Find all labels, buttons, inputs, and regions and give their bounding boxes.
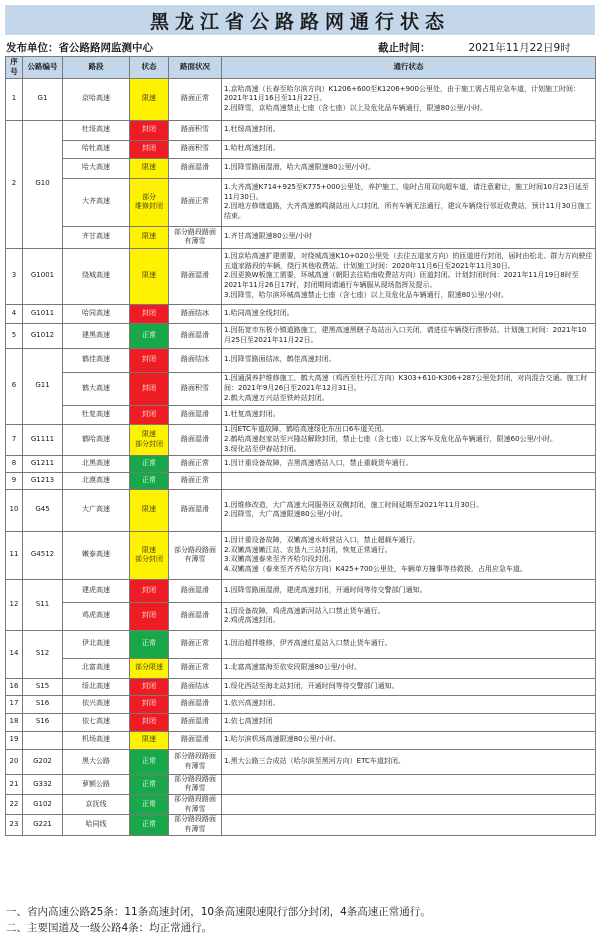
status-badge: 正常 bbox=[130, 323, 169, 348]
row-number: 4 bbox=[6, 304, 23, 323]
table-body bbox=[6, 78, 596, 835]
status-badge: 部分 维修封闭 bbox=[130, 178, 169, 226]
row-number: 10 bbox=[6, 489, 23, 531]
traffic-info bbox=[222, 472, 596, 489]
status-badge: 封闭 bbox=[130, 713, 169, 731]
table-row bbox=[6, 815, 596, 835]
section-name: 鹤哈高速 bbox=[63, 424, 130, 455]
traffic-info: 1.因降雪路面结冰，鹤佳高速封闭。 bbox=[222, 348, 596, 372]
road-code: S16 bbox=[23, 695, 63, 713]
status-badge: 限速 bbox=[130, 489, 169, 531]
status-badge: 限速 bbox=[130, 78, 169, 120]
section-name: 北黑高速 bbox=[63, 455, 130, 472]
status-badge: 限速 bbox=[130, 248, 169, 304]
road-code: G10 bbox=[23, 120, 63, 248]
road-condition: 路面结冰 bbox=[169, 348, 222, 372]
row-number: 12 bbox=[6, 579, 23, 630]
road-condition: 路面正常 bbox=[169, 78, 222, 120]
table-row bbox=[6, 731, 596, 749]
section-name: 哈大高速 bbox=[63, 158, 130, 178]
table-row bbox=[6, 678, 596, 695]
road-code: S12 bbox=[23, 630, 63, 678]
road-condition: 路面湿滑 bbox=[169, 424, 222, 455]
traffic-info: 1.大齐高速K714+925至K775+000公里处，养护施工，临时占用双向超车道，请注意避让，施工时间10月23日延至11月30日。 2.因地方修缮道路，大齐高速鹤鸣湖站出入口封闭，所有车辆无法通行，建议车辆绕行邻近收费站，预计11月30日施工结束。 bbox=[222, 178, 596, 226]
road-code: G1011 bbox=[23, 304, 63, 323]
section-name: 黑大公路 bbox=[63, 749, 130, 774]
road-condition: 路面积雪 bbox=[169, 140, 222, 158]
page-title: 黑龙江省公路路网通行状态 bbox=[5, 5, 595, 35]
road-code: G332 bbox=[23, 774, 63, 794]
row-number: 3 bbox=[6, 248, 23, 304]
section-name: 鸡虎高速 bbox=[63, 602, 130, 630]
traffic-info: 1.哈牡高速封闭。 bbox=[222, 140, 596, 158]
traffic-info: 1.牡绥高速封闭。 bbox=[222, 120, 596, 140]
section-name: 京哈高速 bbox=[63, 78, 130, 120]
section-name: 嫩泰高速 bbox=[63, 531, 130, 579]
section-name: 鹤大高速 bbox=[63, 372, 130, 405]
table-row bbox=[6, 489, 596, 531]
header-section: 路段 bbox=[63, 57, 130, 79]
row-number: 23 bbox=[6, 815, 23, 835]
traffic-info: 1.牡复高速封闭。 bbox=[222, 405, 596, 424]
section-name: 哈同高速 bbox=[63, 304, 130, 323]
section-name: 齐甘高速 bbox=[63, 226, 130, 248]
road-condition: 路面湿滑 bbox=[169, 405, 222, 424]
road-condition: 路面湿滑 bbox=[169, 489, 222, 531]
status-badge: 正常 bbox=[130, 795, 169, 815]
traffic-info bbox=[222, 795, 596, 815]
status-badge: 限速 bbox=[130, 226, 169, 248]
status-badge: 封闭 bbox=[130, 348, 169, 372]
publisher bbox=[6, 40, 153, 55]
road-code: G11 bbox=[23, 348, 63, 424]
table-row bbox=[6, 579, 596, 602]
status-badge: 正常 bbox=[130, 472, 169, 489]
row-number: 8 bbox=[6, 455, 23, 472]
table-row bbox=[6, 531, 596, 579]
road-code: G202 bbox=[23, 749, 63, 774]
status-badge: 封闭 bbox=[130, 405, 169, 424]
section-name: 萝额公路 bbox=[63, 774, 130, 794]
road-code: G1001 bbox=[23, 248, 63, 304]
road-condition: 部分路段路面 有薄雪 bbox=[169, 226, 222, 248]
road-code: G102 bbox=[23, 795, 63, 815]
status-badge: 封闭 bbox=[130, 120, 169, 140]
section-name: 牡复高速 bbox=[63, 405, 130, 424]
table-header-row bbox=[6, 57, 596, 79]
table-row bbox=[6, 248, 596, 304]
traffic-info: 1.因计重设备故障，吉黑高速塔站入口，禁止重载货车通行。 bbox=[222, 455, 596, 472]
traffic-info: 1.因治超拌维修，伊齐高速红星站入口禁止货车通行。 bbox=[222, 630, 596, 658]
table-row bbox=[6, 472, 596, 489]
summary-footer bbox=[6, 904, 431, 936]
section-name: 伊北高速 bbox=[63, 630, 130, 658]
table-row bbox=[6, 713, 596, 731]
road-code: G1 bbox=[23, 78, 63, 120]
table-row bbox=[6, 372, 596, 405]
table-row bbox=[6, 695, 596, 713]
row-number: 16 bbox=[6, 678, 23, 695]
row-number: 18 bbox=[6, 713, 23, 731]
road-code: S15 bbox=[23, 678, 63, 695]
road-condition: 部分路段路面 有薄雪 bbox=[169, 815, 222, 835]
section-name: 建黑高速 bbox=[63, 323, 130, 348]
road-condition: 部分路段路面 有薄雪 bbox=[169, 749, 222, 774]
row-number: 11 bbox=[6, 531, 23, 579]
section-name: 绕城高速 bbox=[63, 248, 130, 304]
table-row bbox=[6, 405, 596, 424]
table-row bbox=[6, 455, 596, 472]
road-condition: 部分路段路面 有薄雪 bbox=[169, 774, 222, 794]
table-row bbox=[6, 774, 596, 794]
row-number: 7 bbox=[6, 424, 23, 455]
summary-line-1: 一、省内高速公路25条：11条高速封闭，10条高速限速限行部分封闭，4条高速正常通行。 bbox=[6, 906, 431, 918]
summary-line-2: 二、主要国道及一级公路4条：均正常通行。 bbox=[6, 922, 213, 934]
section-name: 哈同线 bbox=[63, 815, 130, 835]
road-code: S11 bbox=[23, 579, 63, 630]
status-badge: 封闭 bbox=[130, 372, 169, 405]
road-code: G1111 bbox=[23, 424, 63, 455]
status-badge: 部分限速 bbox=[130, 658, 169, 678]
row-number: 2 bbox=[6, 120, 23, 248]
road-condition: 路面正常 bbox=[169, 630, 222, 658]
header-code: 公路编号 bbox=[23, 57, 63, 79]
table-row bbox=[6, 602, 596, 630]
table-row bbox=[6, 658, 596, 678]
traffic-info: 1.因维修改造，大广高速大同服务区双侧封闭，施工时间延期至2021年11月30日。 2.因降雪，大广高速限速80公里/小时。 bbox=[222, 489, 596, 531]
section-name: 鹤佳高速 bbox=[63, 348, 130, 372]
row-number: 9 bbox=[6, 472, 23, 489]
table-row bbox=[6, 424, 596, 455]
section-name: 依兴高速 bbox=[63, 695, 130, 713]
road-code: G4512 bbox=[23, 531, 63, 579]
status-badge: 限速 bbox=[130, 731, 169, 749]
table-row bbox=[6, 178, 596, 226]
road-code: G1213 bbox=[23, 472, 63, 489]
traffic-info bbox=[222, 815, 596, 835]
road-condition: 路面积雪 bbox=[169, 372, 222, 405]
status-badge: 限速 bbox=[130, 158, 169, 178]
row-number: 22 bbox=[6, 795, 23, 815]
road-condition: 路面湿滑 bbox=[169, 695, 222, 713]
road-code: G221 bbox=[23, 815, 63, 835]
road-code: S16 bbox=[23, 713, 63, 731]
status-badge: 限速 部分封闭 bbox=[130, 531, 169, 579]
status-badge: 正常 bbox=[130, 774, 169, 794]
traffic-info: 1.因降雪路面湿滑，哈大高速限速80公里/小时。 bbox=[222, 158, 596, 178]
traffic-info: 1.因计重设备故障，双嫩高速水师营站入口，禁止超载车通行。 2.双嫩高速嫩江站、农垦九三站封闭，恢复正常通行。 3.双嫩高速泰来至齐齐哈尔段封闭。 4.双嫩高速（泰来至齐齐哈尔方向）K425+700公里处，车辆单方撞事等待救援，占用应急车道。 bbox=[222, 531, 596, 579]
row-number: 5 bbox=[6, 323, 23, 348]
traffic-info: 1.因通洞养护维修施工，鹤大高速（鸡西至牡丹江方向）K303+610-K306+287公里处封闭，对向混合交通。施工时间：2021年9月26日至2021年12月31日。 2.鹤大高速万兴站至铁岭站封闭。 bbox=[222, 372, 596, 405]
status-badge: 封闭 bbox=[130, 140, 169, 158]
table-row bbox=[6, 348, 596, 372]
section-name: 北富高速 bbox=[63, 658, 130, 678]
table-row bbox=[6, 78, 596, 120]
row-number: 14 bbox=[6, 630, 23, 678]
section-name: 牡绥高速 bbox=[63, 120, 130, 140]
traffic-info: 1.北富高速富海至依安段限速80公里/小时。 bbox=[222, 658, 596, 678]
traffic-info: 1.哈尔滨机场高速限速80公里/小时。 bbox=[222, 731, 596, 749]
table-row bbox=[6, 226, 596, 248]
status-badge: 正常 bbox=[130, 455, 169, 472]
row-number: 1 bbox=[6, 78, 23, 120]
road-condition: 路面湿滑 bbox=[169, 731, 222, 749]
deadline-label: 截止时间： bbox=[378, 42, 431, 54]
road-condition: 部分路段路面 有薄雪 bbox=[169, 531, 222, 579]
section-name: 建虎高速 bbox=[63, 579, 130, 602]
status-badge: 限速 部分封闭 bbox=[130, 424, 169, 455]
road-code: G1211 bbox=[23, 455, 63, 472]
section-name: 京抚线 bbox=[63, 795, 130, 815]
road-condition: 路面结冰 bbox=[169, 304, 222, 323]
road-condition: 路面湿滑 bbox=[169, 579, 222, 602]
road-condition: 路面湿滑 bbox=[169, 248, 222, 304]
traffic-info: 1.因京哈高速扩建需要，对绕城高速K10+020公里处（去往五道家方向）的匝道进行封闭，届时由松北、群力方向驶往五道家路段的车辆，绕行其他收费站。计划施工时间：2020年11月6日至2021年11月30日。 2.因更换W板施工需要，环城高速（朝阳去往哈南收费站方向）匝道封闭。计划封闭时间：2021年11月19日8时至2021年11月26日17时，封闭期间请通行车辆服从现场指挥及提示。 3.因降雪，哈尔滨环城高速禁止七座（含七座）以上及危化品车辆通行，限速80公里/小时。 bbox=[222, 248, 596, 304]
road-code: G45 bbox=[23, 489, 63, 531]
traffic-info: 1.齐甘高速限速80公里/小时 bbox=[222, 226, 596, 248]
publisher-label: 发布单位： bbox=[6, 42, 59, 54]
road-condition: 路面湿滑 bbox=[169, 602, 222, 630]
road-condition: 路面湿滑 bbox=[169, 713, 222, 731]
table-row bbox=[6, 304, 596, 323]
traffic-info bbox=[222, 774, 596, 794]
header-no: 序号 bbox=[6, 57, 23, 79]
section-name: 北漠高速 bbox=[63, 472, 130, 489]
traffic-info: 1.因降雪路面湿滑，建虎高速封闭，开通时间等待交警部门通知。 bbox=[222, 579, 596, 602]
row-number: 19 bbox=[6, 731, 23, 749]
section-name: 绥北高速 bbox=[63, 678, 130, 695]
table-row bbox=[6, 323, 596, 348]
road-condition: 路面正常 bbox=[169, 472, 222, 489]
section-name: 大齐高速 bbox=[63, 178, 130, 226]
table-row bbox=[6, 140, 596, 158]
table-row bbox=[6, 158, 596, 178]
road-condition: 路面正常 bbox=[169, 178, 222, 226]
publisher-value: 省公路路网监测中心 bbox=[58, 42, 153, 54]
table-row bbox=[6, 749, 596, 774]
traffic-info: 1.依兴高速封闭。 bbox=[222, 695, 596, 713]
section-name: 依七高速 bbox=[63, 713, 130, 731]
row-number: 17 bbox=[6, 695, 23, 713]
row-number: 6 bbox=[6, 348, 23, 424]
status-badge: 封闭 bbox=[130, 602, 169, 630]
status-badge: 正常 bbox=[130, 815, 169, 835]
traffic-info: 1.哈同高速全线封闭。 bbox=[222, 304, 596, 323]
traffic-info: 1.因设备故障，鸡虎高速新河站入口禁止货车通行。 2.鸡虎高速封闭。 bbox=[222, 602, 596, 630]
traffic-info: 1.依七高速封闭 bbox=[222, 713, 596, 731]
table-row bbox=[6, 630, 596, 658]
table-row bbox=[6, 795, 596, 815]
road-condition: 路面结冰 bbox=[169, 678, 222, 695]
status-badge: 封闭 bbox=[130, 304, 169, 323]
status-badge: 封闭 bbox=[130, 579, 169, 602]
road-condition: 路面正常 bbox=[169, 455, 222, 472]
deadline bbox=[378, 40, 571, 55]
status-badge: 封闭 bbox=[130, 678, 169, 695]
traffic-info: 1.因拓宽市东极小镇道路施工，建黑高速黑瞎子岛站出入口关闭，请进往车辆绕行浓桥站。计划施工时间：2021年10月25日至2021年11月22日。 bbox=[222, 323, 596, 348]
status-badge: 正常 bbox=[130, 630, 169, 658]
traffic-info: 1.绥化西站至海北站封闭，开通时间等待交警部门通知。 bbox=[222, 678, 596, 695]
traffic-info: 1.京哈高速（长春至哈尔滨方向）K1206+600至K1206+900公里处，由于施工需占用应急车道，计划施工时间：2021年11月16日至11月22日。 2.因降雪，京哈高速禁止七座（含七座）以上及危化品车辆通行，限速80公里/小时。 bbox=[222, 78, 596, 120]
header-status: 状态 bbox=[130, 57, 169, 79]
road-code bbox=[23, 731, 63, 749]
road-status-table bbox=[5, 56, 596, 836]
table-row bbox=[6, 120, 596, 140]
road-condition: 路面湿滑 bbox=[169, 323, 222, 348]
traffic-info: 1.黑大公路三合成站（哈尔滨至黑河方向）ETC车道封闭。 bbox=[222, 749, 596, 774]
status-badge: 封闭 bbox=[130, 695, 169, 713]
publish-info bbox=[6, 39, 596, 55]
road-condition: 路面积雪 bbox=[169, 120, 222, 140]
section-name: 机场高速 bbox=[63, 731, 130, 749]
row-number: 20 bbox=[6, 749, 23, 774]
row-number: 21 bbox=[6, 774, 23, 794]
road-condition: 路面湿滑 bbox=[169, 158, 222, 178]
road-condition: 部分路段路面 有薄雪 bbox=[169, 795, 222, 815]
section-name: 哈牡高速 bbox=[63, 140, 130, 158]
header-road: 路面状况 bbox=[169, 57, 222, 79]
road-code: G1012 bbox=[23, 323, 63, 348]
section-name: 大广高速 bbox=[63, 489, 130, 531]
road-condition: 路面正常 bbox=[169, 658, 222, 678]
status-badge: 正常 bbox=[130, 749, 169, 774]
traffic-info: 1.因ETC车道故障，鹤哈高速绥化东出口6车道关闭。 2.鹤哈高速赵家站至兴隆站解除封闭，禁止七座（含七座）以上客车及危化品车辆通行，限速60公里/小时。 3.绥化站至伊春站封闭。 bbox=[222, 424, 596, 455]
deadline-value: 2021年11月22日9时 bbox=[468, 42, 571, 54]
header-info: 通行状态 bbox=[222, 57, 596, 79]
